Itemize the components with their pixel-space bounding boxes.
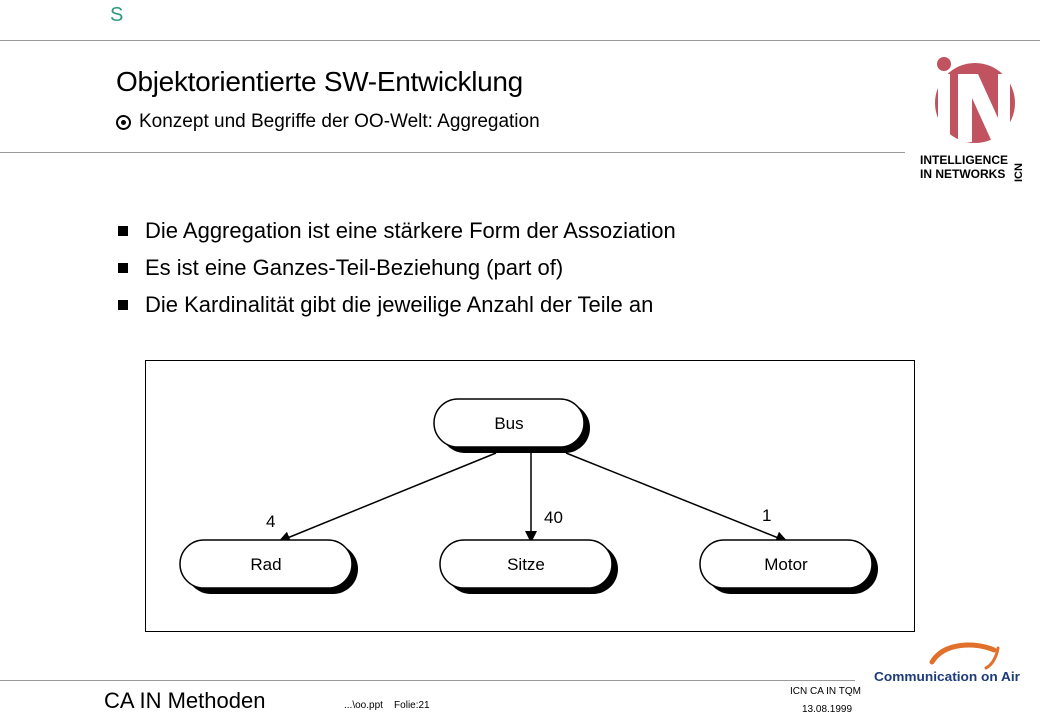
diagram-canvas	[146, 361, 914, 631]
top-divider	[0, 40, 1040, 41]
bullet-list	[118, 212, 676, 323]
square-bullet-icon	[118, 263, 128, 273]
footer-divider	[0, 680, 855, 681]
icn-logo-i-dot	[937, 57, 951, 71]
slide-subtitle	[116, 111, 540, 133]
cardinality-motor: 1	[762, 506, 772, 525]
cardinality-sitze: 40	[544, 508, 563, 527]
class-name-rad: Rad	[250, 555, 282, 574]
aggregation-diagram	[145, 360, 915, 632]
bullet-item	[118, 286, 676, 323]
icn-logo-side: ICN	[1013, 163, 1025, 182]
class-name-sitze: Sitze	[507, 555, 545, 574]
icn-logo-line1: INTELLIGENCE	[920, 153, 1009, 167]
bullet-item	[118, 249, 676, 286]
bullet-text: Die Kardinalität gibt die jeweilige Anzahl der Teile an	[145, 291, 654, 317]
footer-section: CA IN Methoden	[104, 688, 266, 713]
class-node-motor	[700, 540, 878, 594]
communication-on-air-logo	[872, 640, 1022, 700]
coa-logo-text: Communication on Air	[874, 669, 1020, 684]
class-name-motor: Motor	[764, 555, 808, 574]
class-name-bus: Bus	[494, 414, 524, 433]
icn-logo-i-stem	[938, 74, 950, 142]
subtitle-text: Konzept und Begriffe der OO-Welt: Aggregation	[139, 111, 540, 132]
bullet-text: Die Aggregation ist eine stärkere Form der Assoziation	[145, 217, 676, 243]
footer-file-info	[344, 700, 430, 711]
coa-swoosh-icon	[932, 645, 994, 662]
bullet-text: Es ist eine Ganzes-Teil-Beziehung (part of)	[145, 254, 564, 280]
aggregation-line-rad	[280, 453, 496, 541]
aggregation-line-motor	[566, 453, 786, 541]
cardinality-rad: 4	[266, 512, 276, 531]
icn-logo	[918, 56, 1028, 186]
footer-department: ICN CA IN TQM	[790, 686, 861, 697]
title-divider	[0, 152, 905, 153]
target-bullet-icon	[116, 115, 131, 130]
footer-slide-number: Folie:21	[394, 700, 430, 711]
bullet-item	[118, 212, 676, 249]
square-bullet-icon	[118, 226, 128, 236]
siemens-brand-mark: S	[110, 4, 124, 26]
footer-date: 13.08.1999	[802, 704, 853, 715]
class-node-rad	[180, 540, 358, 594]
class-node-bus	[434, 399, 590, 453]
icn-logo-line2: IN NETWORKS	[920, 167, 1006, 181]
slide-title: Objektorientierte SW-Entwicklung	[116, 66, 523, 97]
square-bullet-icon	[118, 300, 128, 310]
footer-file: ...\oo.ppt	[344, 700, 383, 711]
class-node-sitze	[440, 540, 618, 594]
